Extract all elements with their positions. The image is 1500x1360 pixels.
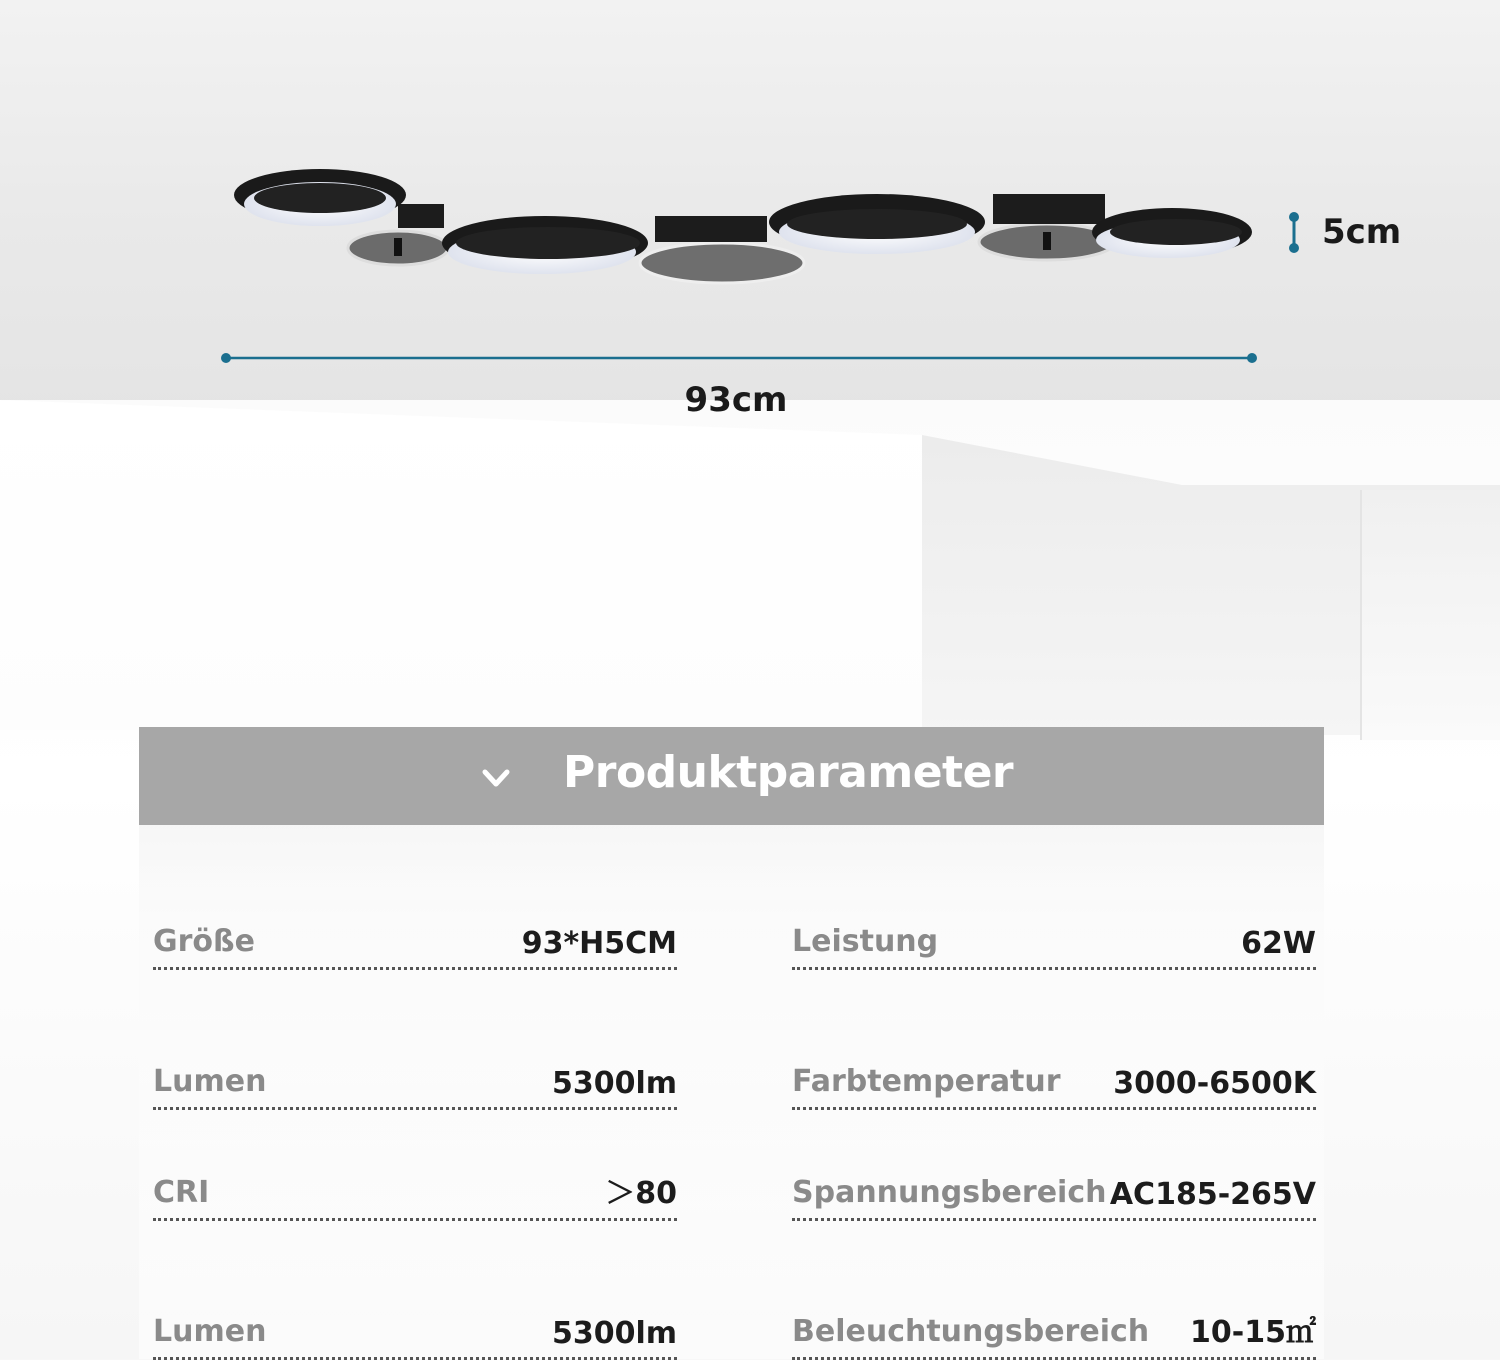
lamp-pin [394, 238, 402, 256]
window-light [1360, 490, 1500, 740]
param-row-lighting-area [792, 1307, 1316, 1360]
param-value: 5300lm [551, 1066, 677, 1101]
panel-header[interactable] [139, 727, 1324, 825]
param-label: CRI [153, 1175, 210, 1210]
param-value: AC185-265V [1109, 1177, 1316, 1212]
param-row-lumen-2 [153, 1307, 677, 1360]
height-label: 5cm [1322, 212, 1402, 252]
width-label: 93cm [684, 380, 788, 420]
width-dimension-line [221, 353, 1257, 363]
param-value: 62W [1241, 926, 1316, 961]
lamp-connector [398, 204, 444, 228]
param-row-lumen [153, 1057, 677, 1110]
param-label: Lumen [153, 1064, 267, 1099]
param-row-color-temperature [792, 1057, 1316, 1110]
lamp-pin [1043, 232, 1051, 250]
height-dimension-marker [1289, 212, 1299, 253]
param-label: Beleuchtungsbereich [792, 1314, 1150, 1349]
param-row-power [792, 917, 1316, 970]
product-parameter-panel [139, 727, 1324, 1359]
param-label: Lumen [153, 1314, 267, 1349]
lamp-base-plate [640, 243, 804, 283]
lamp-connector [655, 216, 767, 242]
param-row-voltage-range [792, 1168, 1316, 1221]
param-label: Größe [153, 924, 255, 959]
param-row-cri [153, 1168, 677, 1221]
panel-title: Produktparameter [563, 747, 1014, 798]
chevron-down-icon[interactable] [481, 763, 511, 793]
param-value: 3000-6500K [1113, 1066, 1316, 1101]
param-label: Spannungsbereich [792, 1175, 1107, 1210]
param-row-size [153, 917, 677, 970]
param-label: Leistung [792, 924, 939, 959]
lamp-ring [442, 216, 648, 274]
param-label: Farbtemperatur [792, 1064, 1061, 1099]
param-value: 10-15㎡ [1190, 1315, 1316, 1350]
lamp-connector [993, 194, 1105, 224]
lamp-ring [234, 169, 406, 226]
param-value: 5300lm [551, 1316, 677, 1351]
param-value: ＞80 [605, 1176, 677, 1211]
param-value: 93*H5CM [521, 926, 677, 961]
lamp-ring [769, 194, 985, 254]
lamp-ring [1092, 208, 1252, 258]
